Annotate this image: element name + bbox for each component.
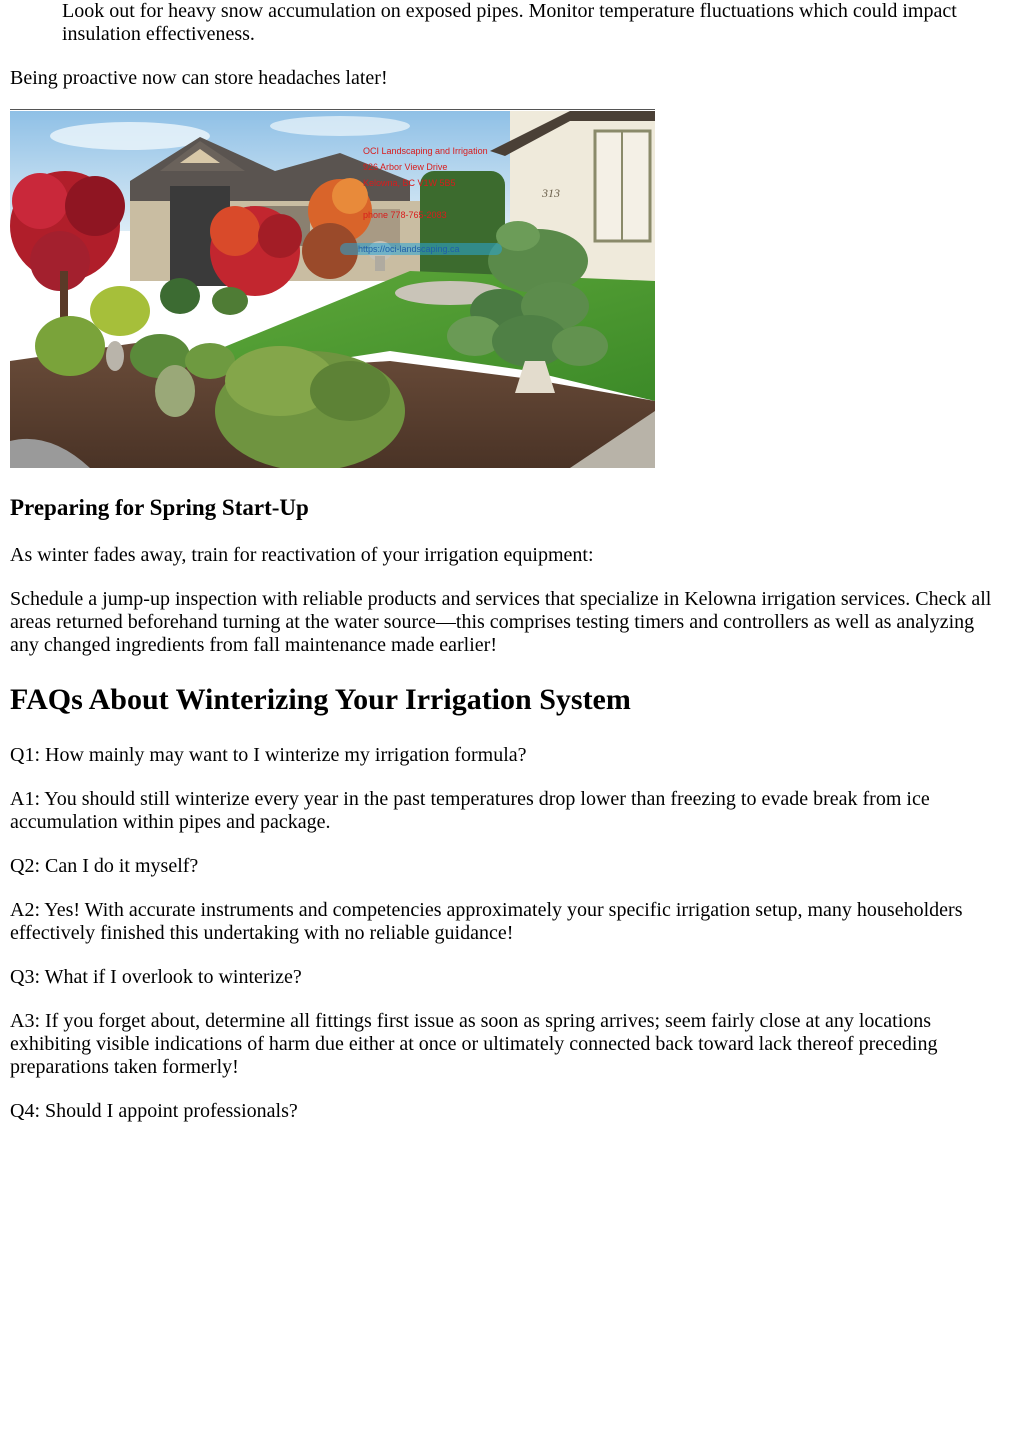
spring-heading: Preparing for Spring Start-Up <box>10 495 309 520</box>
spring-lead: As winter fades away, train for reactivation of your irrigation equipment: <box>10 544 594 566</box>
landscaping-photo <box>10 111 655 468</box>
faq-question: Q3: What if I overlook to winterize? <box>10 966 302 988</box>
faq-question: Q4: Should I appoint professionals? <box>10 1100 298 1122</box>
spring-body: Schedule a jump-up inspection with reliable products and services that specialize in Kelowna irrigation services. Check all areas returned beforehand turning at the water source—this comprises testing timers and controllers as well as analyzing any changed ingredients from fall maintenance made earlier! <box>10 588 992 656</box>
closing-line: Being proactive now can store headaches later! <box>10 67 388 89</box>
faq-heading: FAQs About Winterizing Your Irrigation System <box>10 683 631 716</box>
bullet-text: Look out for heavy snow accumulation on exposed pipes. Monitor temperature fluctuations which could impact insulation effectiveness. <box>62 0 957 45</box>
overlay-link: https://oci-landscaping.ca <box>358 244 460 254</box>
faq-question: Q1: How mainly may want to I winterize my irrigation formula? <box>10 744 527 766</box>
overlay-phone: phone 778-765-2083 <box>363 210 447 220</box>
faq-question: Q2: Can I do it myself? <box>10 855 199 877</box>
svg-text:313: 313 <box>542 186 560 200</box>
faq-answer: A1: You should still winterize every year in the past temperatures drop lower than freezing to evade break from ice accumulation within pipes and package. <box>10 788 930 833</box>
horizontal-rule <box>10 109 655 110</box>
overlay-street: 926 Arbor View Drive <box>363 162 448 172</box>
faq-answer: A3: If you forget about, determine all fittings first issue as soon as spring arrives; seem fairly close at any locations exhibiting visible indications of harm due either at once or ultimately connected back toward lack thereof preceding preparations taken formerly! <box>10 1010 938 1078</box>
overlay-city: Kelowna, BC V1W 5B5 <box>363 178 456 188</box>
overlay-company: OCI Landscaping and Irrigation <box>363 146 488 156</box>
faq-answer: A2: Yes! With accurate instruments and competencies approximately your specific irrigation setup, many householders effectively finished this undertaking with no reliable guidance! <box>10 899 963 944</box>
